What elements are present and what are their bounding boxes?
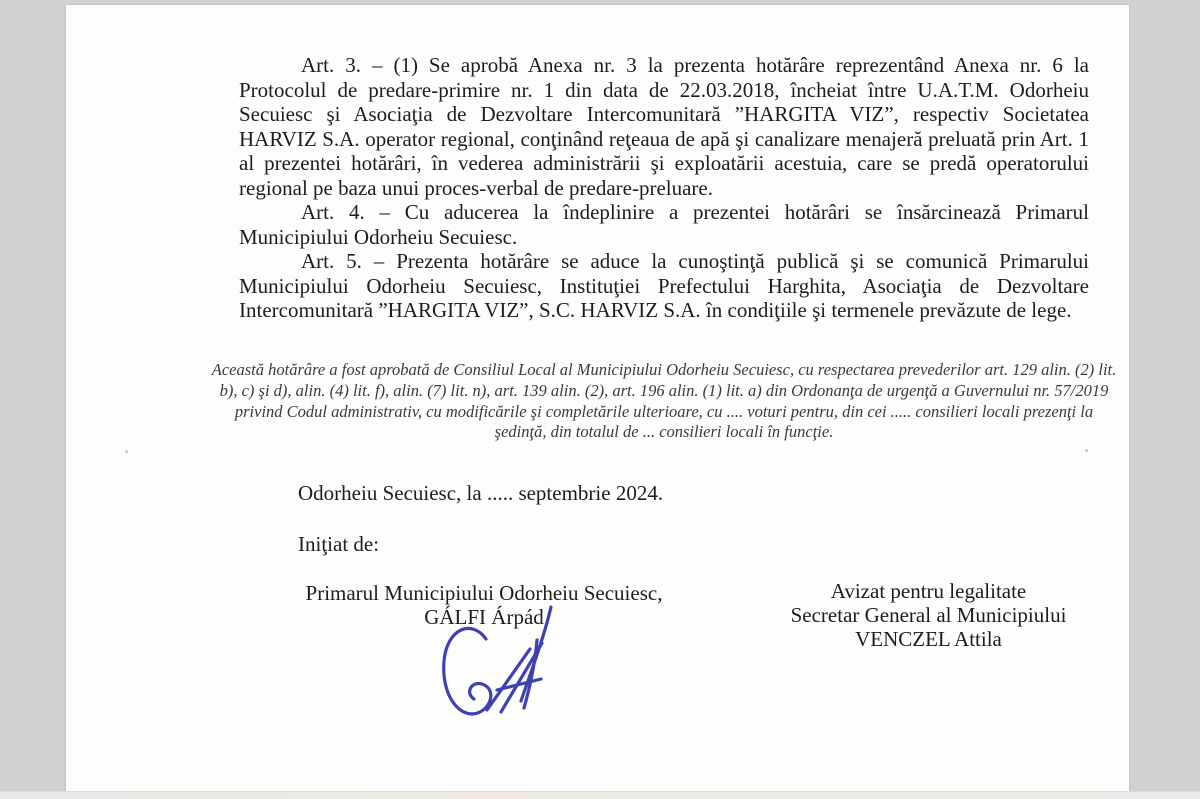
secretary-title: Secretar General al Municipiului — [790, 602, 1067, 627]
date-line: Odorheiu Secuiesc, la ..... septembrie 2024. — [298, 481, 664, 505]
handwritten-signature-ink — [432, 605, 572, 745]
mayor-title: Primarul Municipiului Odorheiu Secuiesc, — [305, 581, 663, 605]
secretary-name: VENCZEL Attila — [855, 626, 1002, 651]
paragraph-art-4: Art. 4. – Cu aducerea la îndeplinire a prezentei hotărâri se însărcinează Primarul Municipiului Odorheiu Secuiesc. — [239, 200, 1089, 249]
scan-artifact-speck — [125, 450, 128, 453]
paragraph-art-3: Art. 3. – (1) Se aprobă Anexa nr. 3 la prezenta hotărâre reprezentând Anexa nr. 6 la Protocolul de predare-primire nr. 1 din data de 22.03.2018, încheiat între U.A.T.M. Odorheiu Secuiesc şi Asociaţia de Dezvoltare Intercomunitară ”HARGITA VIZ”, respectiv Societatea HARVIZ S.A. operator regional, conţinând reţeaua de apă şi canalizare menajeră preluată prin Art. 1 al prezentei hotărâri, în vederea administrării şi exploatării acestuia, care se predă operatorului regional pe baza unui proces-verbal de predare-preluare. — [239, 53, 1089, 200]
mayor-name: GÁLFI Árpád — [424, 605, 544, 629]
scan-artifact-speck — [1085, 449, 1088, 452]
initiated-by-label: Iniţiat de: — [298, 532, 380, 556]
document-body — [239, 53, 1089, 323]
approval-note: Această hotărâre a fost aprobată de Consiliul Local al Municipiului Odorheiu Secuiesc, cu respectarea prevederilor art. 129 alin. (2) lit. b), c) şi d), alin. (4) lit. f), alin. (7) lit. n), art. 139 alin. (2), art. 196 alin. (1) lit. a) din Ordonanţa de urgenţă a Guvernului nr. 57/2019 privind Codul administrativ, cu modificările şi completările ulterioare, cu .... voturi pentru, din cei ..... consilieri locali prezenţi la şedinţă, din totalul de ... consilieri locali în funcţie. — [211, 360, 1117, 442]
legal-approval-title: Avizat pentru legalitate — [830, 579, 1027, 603]
scanned-page — [66, 5, 1129, 791]
paragraph-art-5: Art. 5. – Prezenta hotărâre se aduce la cunoştinţă publică şi se comunică Primarului Municipiului Odorheiu Secuiesc, Instituţiei Prefectului Harghita, Asociaţia de Dezvoltare Intercomunitară ”HARGITA VIZ”, S.C. HARVIZ S.A. în condiţiile şi termenele prevăzute de lege. — [239, 249, 1089, 323]
legal-approval-block — [766, 580, 1091, 651]
